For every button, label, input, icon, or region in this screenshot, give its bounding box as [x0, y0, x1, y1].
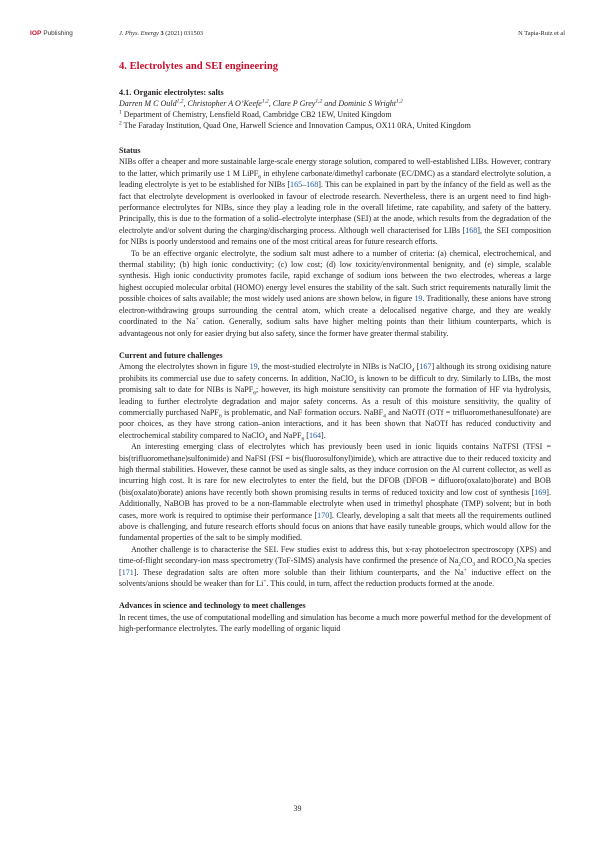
author-list: Darren M C Ould$^{1,2}$, Christopher A O’Keefe$^{1,2}$, Clare P Grey$^{1,2}$ and Dominic S Wright$^{1,2}$ — [119, 98, 403, 108]
running-authors: N Tapia-Ruiz et al — [518, 29, 565, 37]
figure-link[interactable]: 19 — [414, 294, 423, 304]
running-header — [30, 28, 565, 38]
challenges-paragraph-3: Another challenge is to characterise the SEI. Few studies exist to address this, but x-ray photoelectron spectroscopy (XPS) and time-of-flight secondary-ion mass spectrometry (ToF-SIMS) analysis have confirmed the presence of $Na_2CO_3$ and $ROCO_2Na$ species [171]. These degradation salts are often more soluble than their lithium counterparts, and the Na+ inductive effect on the solvents/anions should be weaker than for Li+. This could, in turn, affect the reduction products formed at the anode. — [119, 544, 551, 589]
reference-link[interactable]: 170 — [317, 510, 330, 520]
challenges-paragraph-2: An interesting emerging class of electrolytes which has previously been used in ionic liquids contains NaTFSI (TFSI = bis(trifluoromethane)sulfonimide) and NaFSI (FSI = bis(fluorosulfonyl)imide), which are attractive due to their reduced toxicity and high thermal stabilities. However, these cannot be used as single salts, as they induce corrosion on the Al current collector, as well as incurring high cost. It is rare for new electrolytes to enter the field, but the DFOB (DFOB = difluoro(oxalato)borate) and BOB (bis(oxalato)borate) anions have recently both shown promising results in terms of reduced toxicity and low cost of synthesis [169]. Additionally, NaBOB has proved to be a non-flammable electrolyte when used in trimethyl phosphate (TMP) solvent; but in both cases, more work is required to optimise their performance [170]. Clearly, developing a salt that meets all the requirements outlined above is challenging, and future research efforts should focus on anions that have easily tuneable groups, which would allow for the fundamental properties of the salt to be simply modified. — [119, 442, 551, 543]
reference-link[interactable]: 167 — [419, 362, 432, 372]
iop-logo: IOP Publishing — [30, 29, 73, 37]
advances-heading: Advances in science and technology to meet challenges — [119, 601, 306, 611]
reference-link[interactable]: 168 — [306, 180, 319, 190]
article-body — [119, 60, 551, 635]
reference-link[interactable]: 165 — [290, 180, 303, 190]
status-paragraph-2: To be an effective organic electrolyte, the sodium salt must adhere to a number of criteria: (a) chemical, electrochemical, and thermal stability; (b) high ionic conductivity; (c) low cost; (d) low toxicity/environmental benignity, and (e) simple, scalable synthesis. High ionic conductivity promotes facile, rapid exchange of sodium ions between the two electrodes, whereas a large highest occupied molecular orbital (HOMO) energy level ensures the stability of the salt. Such strict requirements naturally limit the possible choices of salts available; the most widely used anions are shown below, in figure 19. Traditionally, these anions have strong electron-withdrawing groups surrounding the central atom, which create a delocalised negative charge, and they are weakly coordinated to the Na+ cation. Generally, sodium salts have higher melting points than their lithium counterparts, which is advantageous not only for easier drying but also safety, since the former have greater thermal stability. — [119, 248, 551, 338]
challenges-paragraph-1: Among the electrolytes shown in figure 19, the most-studied electrolyte in NIBs is NaClO$_4$ [167] although its strong oxidising nature prohibits its commercial use due to safety concerns. In addition, NaClO$_4$ is known to be difficult to dry. Similarly to LIBs, the most promising salt to date for NIBs is NaPF$_6$; however, its high moisture sensitivity can promote the formation of HF via hydrolysis, leading to further electrolyte degradation and major safety concerns. As a result of this moisture sensitivity, the quality of commercially purchased NaPF$_6$ is problematic, and NaF formation occurs. NaBF$_4$ and NaOTf (OTf = trifluoromethanesulfonate) are poor choices, as they have strong cation–anion interactions, and it has been shown that NaOTf has reduced conductivity and electrochemical stability compared to NaClO$_4$ and NaPF$_6$ [164]. — [119, 362, 551, 443]
figure-link[interactable]: 19 — [249, 362, 258, 372]
journal-citation: J. Phys. Energy 3 (2021) 031503 — [119, 29, 204, 37]
reference-link[interactable]: 168 — [465, 225, 478, 235]
status-heading: Status — [119, 146, 141, 155]
advances-paragraph-1: In recent times, the use of computational modelling and simulation has become a much more powerful method for the development of high-performance electrolytes. The early modelling of organic liquid — [119, 612, 551, 634]
section-title: 4. Electrolytes and SEI engineering — [119, 61, 279, 72]
affiliation-1: $^1$ Department of Chemistry, Lensfield Road, Cambridge CB2 1EW, United Kingdom — [119, 109, 392, 119]
subsection-title: 4.1. Organic electrolytes: salts — [119, 88, 224, 97]
status-paragraph-1: NIBs offer a cheaper and more sustainable large-scale energy storage solution, compared to well-established LIBs. However, contrary to the latter, which primarily use 1 M LiPF$_6$ in ethylene carbonate/dimethyl carbonate (EC/DMC) as a standard electrolyte solution, a leading electrolyte is yet to be established for NIBs [165–168]. This can be explained in part by the infancy of the field as well as the fact that electrolyte development is overlooked in favour of electrode research. Nevertheless, there is an urgent need to find high-performance electrolytes for NIBs, since they play a leading role in the overall lifetime, rate capability, and safety of the battery. Principally, this is due to the formation of a solid–electrolyte interphase (SEI) at the anode, which results from the degradation of the electrolyte and/or solvent during the charging/discharging process. Although well characterised for LIBs [168], the SEI composition for NIBs is poorly understood and remains one of the most critical areas for future research efforts. — [119, 157, 552, 247]
affiliation-2: $^2$ The Faraday Institution, Quad One, Harwell Science and Innovation Campus, OX11 0RA, United Kingdom — [119, 120, 471, 130]
reference-link[interactable]: 169 — [534, 487, 547, 497]
reference-link[interactable]: 171 — [121, 567, 134, 577]
page-number: 39 — [293, 804, 302, 813]
reference-link[interactable]: 164 — [308, 430, 322, 440]
challenges-heading: Current and future challenges — [119, 350, 223, 360]
